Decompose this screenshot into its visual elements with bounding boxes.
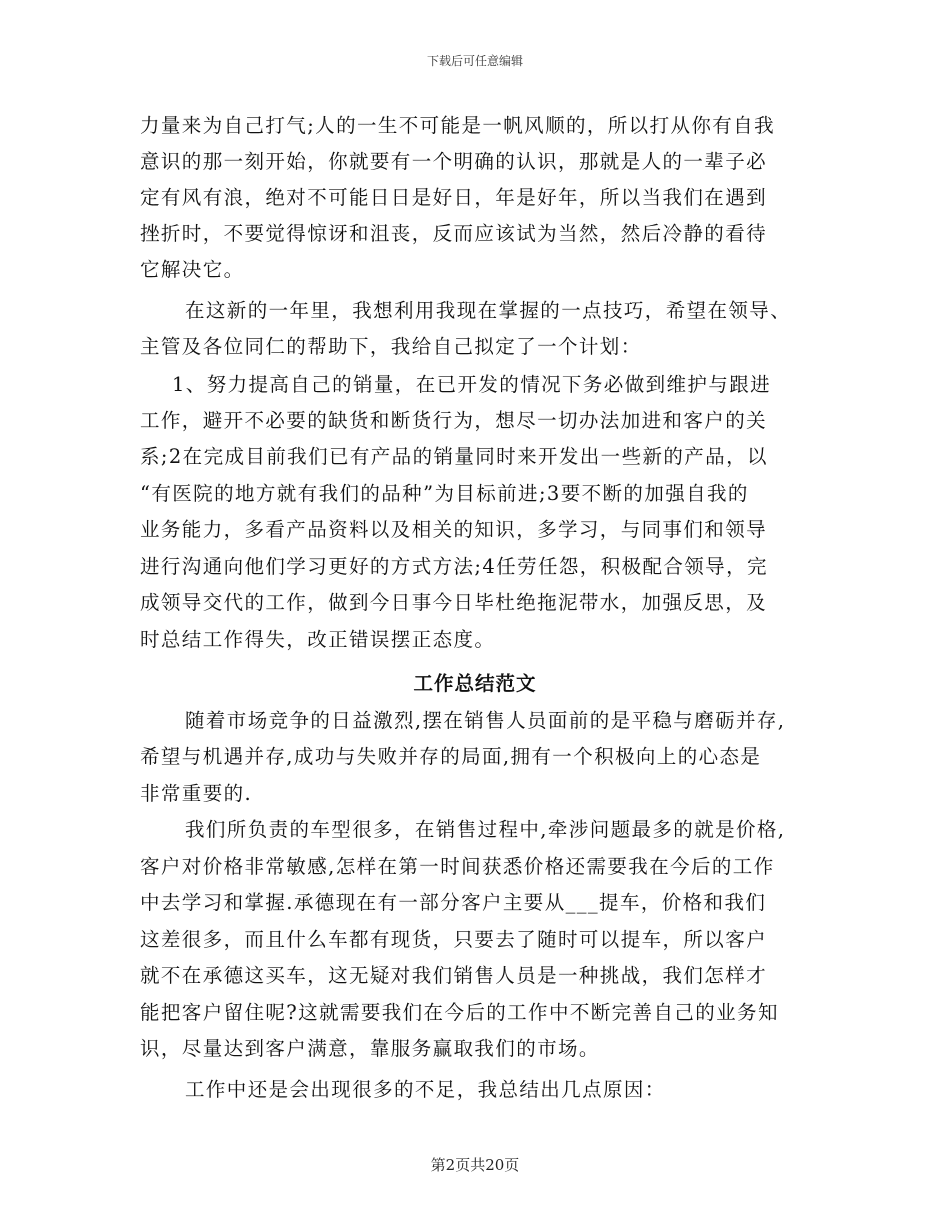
paragraph-line: 中去学习和掌握.承德现在有一部分客户主要从___提车，价格和我们 [140, 891, 767, 914]
paragraph-line: 希望与机遇并存,成功与失败并存的局面,拥有一个积极向上的心态是 [140, 745, 762, 768]
page-header: 下载后可任意编辑 [426, 54, 523, 68]
paragraph-line: 就不在承德这买车，这无疑对我们销售人员是一种挑战，我们怎样才 [140, 964, 768, 987]
paragraph-line: 定有风有浪，绝对不可能日日是好日，年是好年，所以当我们在遇到 [140, 186, 768, 209]
paragraph-line: “有医院的地方就有我们的品种”为目标前进;3要不断的加强自我的 [140, 482, 749, 505]
paragraph-line: 主管及各位同仁的帮助下，我给自己拟定了一个计划： [140, 335, 642, 358]
paragraph-line: 1、努力提高自己的销量，在已开发的情况下务必做到维护与跟进 [172, 373, 772, 396]
paragraph-line: 随着市场竞争的日益激烈,摆在销售人员面前的是平稳与磨砺并存, [185, 709, 786, 732]
paragraph-line: 工作中还是会出现很多的不足，我总结出几点原因： [185, 1078, 666, 1101]
paragraph-line: 客户对价格非常敏感,怎样在第一时间获悉价格还需要我在今后的工作 [140, 855, 775, 878]
paragraph-line: 系;2在完成目前我们已有产品的销量同时来开发出一些新的产品，以 [140, 445, 768, 468]
paragraph-line: 力量来为自己打气;人的一生不可能是一帆风顺的，所以打从你有自我 [140, 114, 775, 137]
paragraph-line: 识，尽量达到客户满意，靠服务赢取我们的市场。 [140, 1037, 600, 1060]
paragraph-line: 挫折时，不要觉得惊讶和沮丧，反而应该试为当然，然后冷静的看待 [140, 222, 768, 245]
paragraph-line: 这差很多，而且什么车都有现货，只要去了随时可以提车，所以客户 [140, 928, 768, 951]
paragraph-line: 意识的那一刻开始，你就要有一个明确的认识，那就是人的一辈子必 [140, 150, 768, 173]
paragraph-line: 进行沟通向他们学习更好的方式方法;4任劳任怨，积极配合领导，完 [140, 555, 768, 578]
paragraph-line: 能把客户留住呢?这就需要我们在今后的工作中不断完善自己的业务知 [140, 1001, 779, 1024]
paragraph-line: 时总结工作得失，改正错误摆正态度。 [140, 628, 496, 651]
paragraph-line: 非常重要的. [140, 782, 253, 805]
paragraph-line: 在这新的一年里，我想利用我现在掌握的一点技巧，希望在领导、 [185, 299, 792, 322]
page-footer: 第2页共20页 [430, 1156, 520, 1174]
paragraph-line: 工作，避开不必要的缺货和断货行为，想尽一切办法加进和客户的关 [140, 409, 768, 432]
paragraph-line: 成领导交代的工作，做到今日事今日毕杜绝拖泥带水，加强反思，及 [140, 591, 768, 614]
paragraph-line: 它解决它。 [140, 258, 245, 281]
section-title: 工作总结范文 [413, 672, 537, 695]
paragraph-line: 业务能力，多看产品资料以及相关的知识，多学习，与同事们和领导 [140, 518, 768, 541]
paragraph-line: 我们所负责的车型很多，在销售过程中,牵涉问题最多的就是价格, [185, 818, 786, 841]
